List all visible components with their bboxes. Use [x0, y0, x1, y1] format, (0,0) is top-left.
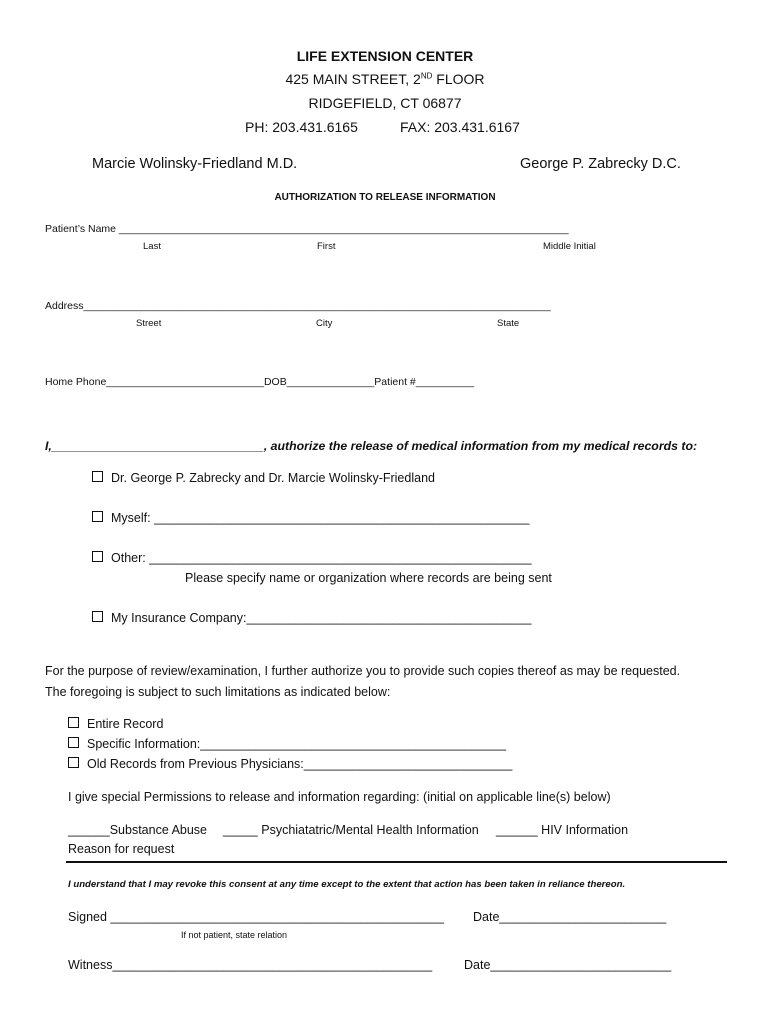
signed-field[interactable]: Signed ________________________________________________	[68, 910, 445, 924]
recipient-insurance-label: My Insurance Company:_________________________________________	[111, 611, 532, 625]
clinic-name: LIFE EXTENSION CENTER	[296, 48, 474, 64]
signed-date-field[interactable]: Date________________________	[473, 910, 667, 924]
label-state: State	[497, 318, 520, 329]
clinic-city: RIDGEFIELD, CT 06877	[308, 95, 462, 111]
clinic-phone: PH: 203.431.6165	[245, 119, 358, 135]
street-text: 425 MAIN STREET, 2	[285, 71, 421, 87]
checkbox[interactable]	[92, 551, 103, 562]
limit-entire-record[interactable]	[68, 717, 163, 731]
recipient-myself[interactable]	[92, 511, 529, 525]
witness-field[interactable]: Witness______________________________________________	[68, 958, 433, 972]
limit-specific-info[interactable]	[68, 737, 506, 751]
limit-old-records[interactable]	[68, 757, 512, 771]
divider	[66, 861, 727, 863]
recipient-other[interactable]	[92, 551, 532, 565]
relation-note: If not patient, state relation	[181, 930, 288, 940]
recipient-other-label: Other: _______________________________________________________	[111, 551, 532, 565]
purpose-line-1: For the purpose of review/examination, I further authorize you to provide such copies thereof as may be requested.	[45, 664, 681, 678]
checkbox[interactable]	[92, 611, 103, 622]
authorize-statement[interactable]: I,_______________________________, authorize the release of medical information from my medical records to:	[45, 439, 698, 453]
recipient-insurance[interactable]	[92, 611, 532, 625]
reason-for-request[interactable]: Reason for request	[68, 842, 175, 856]
limit-old-label: Old Records from Previous Physicians:______________________________	[87, 757, 513, 771]
checkbox[interactable]	[92, 471, 103, 482]
initial-substance-abuse[interactable]: ______Substance Abuse	[68, 823, 208, 837]
address-field[interactable]: Address________________________________________________________________________________	[45, 300, 551, 312]
label-middle-initial: Middle Initial	[543, 241, 596, 252]
special-permissions: I give special Permissions to release and information regarding: (initial on applicable line(s) below)	[68, 790, 611, 804]
label-first: First	[317, 241, 336, 252]
form-title: AUTHORIZATION TO RELEASE INFORMATION	[274, 192, 496, 203]
witness-date-field[interactable]: Date__________________________	[464, 958, 672, 972]
checkbox[interactable]	[68, 757, 79, 768]
purpose-line-2: The foregoing is subject to such limitations as indicated below:	[45, 685, 391, 699]
clinic-fax: FAX: 203.431.6167	[400, 119, 520, 135]
revoke-notice: I understand that I may revoke this consent at any time except to the extent that action has been taken in reliance thereon.	[68, 879, 626, 890]
street-text-end: FLOOR	[432, 71, 485, 87]
recipient-doctors-label: Dr. George P. Zabrecky and Dr. Marcie Wolinsky-Friedland	[111, 471, 435, 485]
label-street: Street	[136, 318, 162, 329]
label-last: Last	[143, 241, 161, 252]
patient-name-field[interactable]: Patient’s Name _____________________________________________________________________________	[45, 223, 569, 235]
street-superscript: ND	[420, 71, 433, 81]
label-city: City	[316, 318, 333, 329]
checkbox[interactable]	[92, 511, 103, 522]
phone-dob-patient-field[interactable]: Home Phone___________________________DOB_______________Patient #__________	[45, 376, 475, 388]
recipient-doctors[interactable]	[92, 471, 435, 485]
recipient-myself-label: Myself: ______________________________________________________	[111, 511, 530, 525]
doctor-right: George P. Zabrecky D.C.	[520, 156, 681, 172]
checkbox[interactable]	[68, 717, 79, 728]
doctor-left: Marcie Wolinsky-Friedland M.D.	[92, 156, 298, 172]
limit-entire-label: Entire Record	[87, 717, 164, 731]
other-note: Please specify name or organization where records are being sent	[185, 571, 552, 585]
initial-psych[interactable]: _____ Psychiatatric/Mental Health Information	[223, 823, 479, 837]
clinic-street	[0, 71, 770, 87]
checkbox[interactable]	[68, 737, 79, 748]
initial-hiv[interactable]: ______ HIV Information	[496, 823, 629, 837]
limit-specific-label: Specific Information:____________________________________________	[87, 737, 507, 751]
